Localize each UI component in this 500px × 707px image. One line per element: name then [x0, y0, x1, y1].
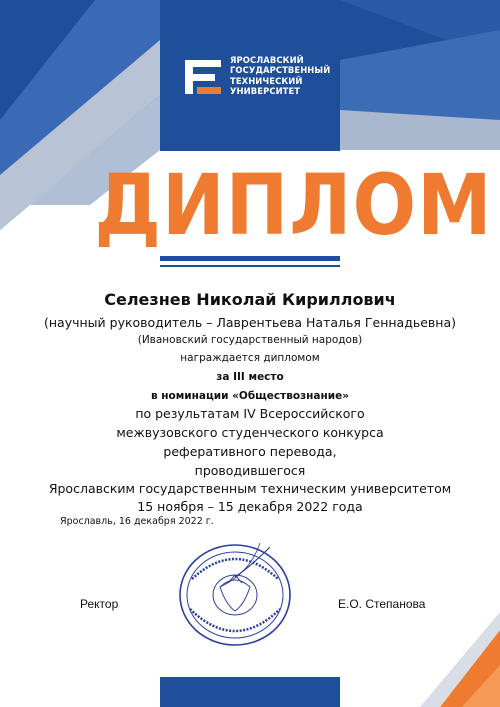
supervisor-line: (научный руководитель – Лаврентьева Наталья Геннадьевна) — [44, 315, 456, 330]
body-line: Ярославским государственным техническим университетом — [48, 481, 452, 496]
institution-line: (Ивановский государственный народов) — [137, 334, 363, 346]
rector-title: Ректор — [80, 597, 119, 611]
awarded-line: награждается дипломом — [180, 352, 320, 364]
title-divider-thick — [160, 256, 340, 261]
footer-banner — [160, 677, 340, 707]
university-name-line: ЯРОСЛАВСКИЙ — [230, 55, 304, 65]
place-line: за III место — [216, 371, 284, 383]
recipient-name: Селезнев Николай Кириллович — [104, 290, 396, 309]
ystu-logo-icon — [182, 56, 224, 98]
body-line: проводившегося — [194, 463, 306, 478]
rector-name: Е.О. Степанова — [338, 597, 426, 611]
university-name-line: УНИВЕРСИТЕТ — [230, 85, 301, 96]
body-line: межвузовского студенческого конкурса — [116, 425, 384, 440]
university-name — [230, 55, 340, 96]
official-seal-stamp — [170, 535, 300, 655]
body-line: реферативного перевода, — [163, 444, 337, 459]
title-divider-thin — [160, 265, 340, 267]
body-line: по результатам IV Всероссийского — [135, 406, 365, 421]
university-name-line: ТЕХНИЧЕСКИЙ — [230, 75, 303, 86]
nomination-line: в номинации «Обществознание» — [150, 390, 350, 402]
body-line: 15 ноября – 15 декабря 2022 года — [137, 499, 363, 514]
place-date: Ярославль, 16 декабря 2022 г. — [60, 516, 214, 527]
university-name-line: ГОСУДАРСТВЕННЫЙ — [230, 65, 331, 76]
diploma-title: ДИПЛОМ — [94, 157, 493, 255]
